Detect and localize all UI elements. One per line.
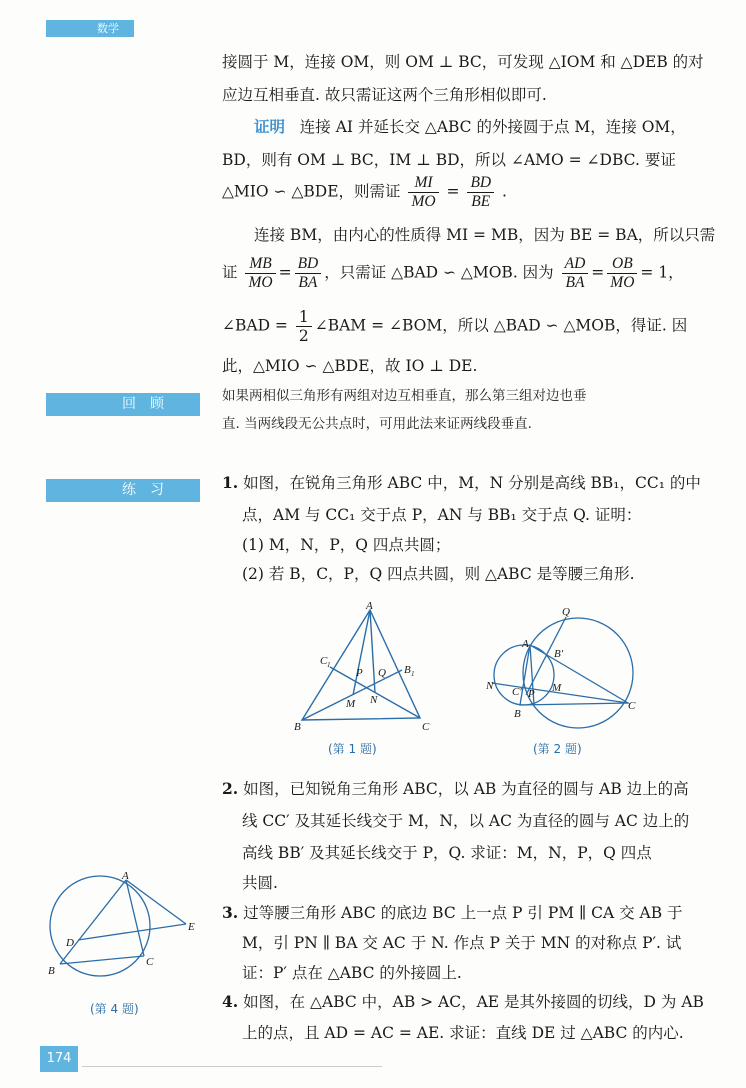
line-de	[78, 924, 186, 940]
q1-line3: (1) M，N，P，Q 四点共圆；	[242, 536, 451, 554]
practice-section-bar	[46, 479, 200, 502]
q2-line4: 共圆.	[242, 874, 278, 892]
fig2-label-m: M	[552, 682, 562, 694]
header-subject: 数学	[97, 22, 119, 35]
fig2-label-c-prime: C′	[512, 686, 522, 698]
figure-1-diagram	[290, 600, 450, 735]
proof-line1	[254, 117, 686, 137]
para1-line1: 接圆于 M，连接 OM，则 OM ⊥ BC，可发现 △IOM 和 △DEB 的对	[222, 53, 704, 71]
review-line1: 如果两相似三角形有两组对边互相垂直，那么第三组对边也垂	[222, 388, 587, 404]
review-line2: 直. 当两线段无公共点时，可用此法来证两线段垂直.	[222, 416, 532, 432]
fraction-bd-be: $\frac{BD}{BE}$	[467, 174, 494, 211]
para2-line2: 证 $\frac{MB}{MO}$ = $\frac{BD}{BA}$ ，只需证 △BAD ∽ △MOB. 因为 $\frac{AD}{BA}$ = $\frac{OB}{MO}$ = 1，	[222, 255, 684, 291]
proof-keyword: 证明	[254, 118, 286, 136]
equals-sign: =	[446, 182, 460, 201]
review-section-bar	[46, 393, 200, 416]
review-title: 回顾	[122, 396, 178, 412]
fig1-label-a: A	[366, 600, 373, 612]
fig1-label-c: C	[422, 721, 430, 733]
q3-line3: 证：P′ 点在 △ABC 的外接圆上.	[242, 964, 462, 982]
fig2-label-c: C	[628, 700, 636, 712]
q1-line2: 点，AM 与 CC₁ 交于点 P，AN 与 BB₁ 交于点 Q. 证明：	[242, 506, 642, 524]
figure-1-caption: (第 1 题)	[328, 742, 377, 756]
fraction-ad-ba: $\frac{AD}{BA}$	[562, 255, 589, 292]
q4-line1: 4. 如图，在 △ABC 中，AB > AC，AE 是其外接圆的切线，D 为 AB	[222, 992, 704, 1011]
fig4-label-e: E	[188, 921, 195, 933]
figure-2-caption: (第 2 题)	[533, 742, 582, 756]
fig2-label-p: P	[528, 688, 535, 700]
para1-line2: 应边互相垂直. 故只需证这两个三角形相似即可.	[222, 86, 547, 104]
q3-line1: 3. 过等腰三角形 ABC 的底边 BC 上一点 P 引 PM ∥ CA 交 AB 于	[222, 903, 683, 922]
fig2-label-n: N	[486, 680, 494, 692]
fraction-mb-mo: $\frac{MB}{MO}$	[245, 255, 275, 292]
page-number: 174	[40, 1046, 78, 1072]
fig2-label-b: B	[514, 708, 521, 720]
fig2-label-b-prime: B′	[554, 648, 564, 660]
side-bc	[60, 956, 144, 964]
fig1-label-n: N	[370, 694, 378, 706]
fraction-mi-mo: $\frac{MI}{MO}$	[408, 174, 438, 211]
fraction-bd-ba: $\frac{BD}{BA}$	[295, 255, 322, 292]
fig4-label-b: B	[48, 965, 55, 977]
fig1-label-m: M	[346, 698, 356, 710]
line-an	[370, 610, 375, 693]
practice-title: 练习	[122, 482, 178, 498]
para2-line1: 连接 BM，由内心的性质得 MI = MB，因为 BE = BA，所以只需	[254, 226, 716, 244]
fig1-label-q: Q	[378, 667, 386, 679]
fig4-label-d: D	[66, 937, 74, 949]
proof-line1-text: 连接 AI 并延长交 △ABC 的外接圆于点 M，连接 OM，	[299, 118, 686, 136]
fig4-label-a: A	[122, 870, 129, 882]
fig1-label-b1: B	[404, 664, 411, 676]
figure-4-caption: (第 4 题)	[90, 1002, 139, 1016]
q4-line2: 上的点，且 AD = AC = AE. 求证：直线 DE 过 △ABC 的内心.	[242, 1024, 684, 1042]
fig4-label-c: C	[146, 956, 154, 968]
q2-line1: 2. 如图，已知锐角三角形 ABC，以 AB 为直径的圆与 AB 边上的高	[222, 779, 689, 798]
proof-line3: △MIO ∽ △BDE，则需证 $\frac{MI}{MO}$ = $\frac{BD}{BE}$ .	[222, 174, 507, 210]
svg-text:1: 1	[327, 661, 331, 669]
proof-line3-text: △MIO ∽ △BDE，则需证	[222, 182, 401, 201]
fig2-label-q: Q	[562, 606, 570, 618]
para2-line3: ∠BAD = $\frac{1}{2}$ ∠BAM = ∠BOM，所以 △BAD ∽ △MOB，得证. 因	[222, 308, 688, 345]
fig1-label-b: B	[294, 721, 301, 733]
q1-line4: (2) 若 B，C，P，Q 四点共圆，则 △ABC 是等腰三角形.	[242, 565, 635, 583]
q3-line2: M，引 PN ∥ BA 交 AC 于 N. 作点 P 关于 MN 的对称点 P′. 试	[242, 934, 682, 952]
circumcircle	[50, 876, 150, 976]
proof-line2: BD，则有 OM ⊥ BC，IM ⊥ BD，所以 ∠AMO = ∠DBC. 要证	[222, 151, 676, 169]
fig1-label-c1: C	[320, 655, 328, 667]
para2-line4: 此，△MIO ∽ △BDE，故 IO ⊥ DE.	[222, 357, 478, 375]
q2-line3: 高线 BB′ 及其延长线交于 P，Q. 求证：M，N，P，Q 四点	[242, 844, 652, 862]
header-bar	[46, 20, 134, 37]
figure-2-diagram	[478, 605, 648, 730]
side-ab	[60, 880, 126, 964]
fraction-half: $\frac{1}{2}$	[296, 308, 312, 345]
svg-text:1: 1	[411, 670, 415, 678]
q2-line2: 线 CC′ 及其延长线交于 M，N，以 AC 为直径的圆与 AC 边上的	[242, 812, 690, 830]
footer-divider	[82, 1066, 382, 1067]
figure-4-diagram	[38, 868, 208, 983]
q1-line1: 1. 如图，在锐角三角形 ABC 中，M，N 分别是高线 BB₁，CC₁ 的中	[222, 473, 701, 492]
fig1-label-p: P	[356, 667, 363, 679]
fig2-label-a: A	[522, 638, 529, 650]
fraction-ob-mo: $\frac{OB}{MO}$	[607, 255, 637, 292]
